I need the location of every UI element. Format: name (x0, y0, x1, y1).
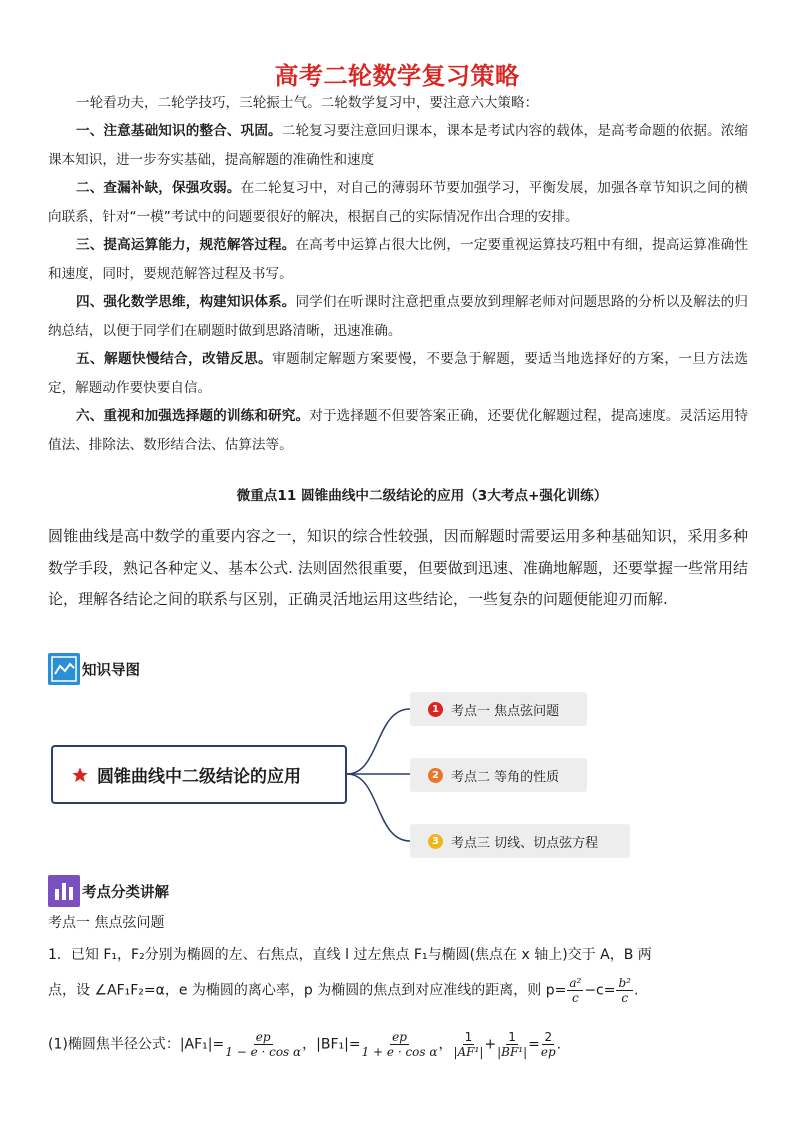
section-subtitle: 微重点11 圆锥曲线中二级结论的应用（3大考点+强化训练） (236, 488, 608, 504)
fraction-numerator: b² (618, 976, 631, 990)
section-topic-explanation (48, 875, 169, 907)
fraction-denominator: 1 − e · cos α (225, 1045, 302, 1059)
fraction-numerator: a² (569, 976, 582, 990)
topic-one-label: 考点一 焦点弦问题 (48, 915, 165, 931)
fraction-denominator: |BF¹| (497, 1045, 528, 1059)
bar-chart-icon (48, 875, 80, 907)
strategy-item-4-body: 同学们在听课时注意把重点要放到理解老师对问题思路的分析以及解法的归纳总结，以便于同学们在刷题时做到思路清晰，迅速准确。 (48, 294, 748, 339)
mindmap-node-2[interactable] (410, 758, 587, 792)
fraction-bf1 (362, 1030, 438, 1059)
question-line-2 (48, 976, 748, 1005)
fraction-numerator: ep (255, 1030, 271, 1044)
fraction-af1 (225, 1030, 301, 1059)
focal-radius-label: (1)椭圆焦半径公式：|AF₁|= (48, 1036, 225, 1053)
intro-paragraph: 圆锥曲线是高中数学的重要内容之一，知识的综合性较强，因而解题时需要运用多种基础知识，采用多种数学手段，熟记各种定义、基本公式. 法则固然很重要，但要做到迅速、准确地解题，还要掌握一些常用结论，理解各结论之间的联系与区别，正确灵活地运用这些结论，一些复杂的问题便能迎刃而解. (48, 527, 748, 608)
fraction-numerator: 2 (544, 1030, 553, 1044)
strategy-item-6-body: 对于选择题不但要答案正确，还要优化解题过程，提高速度。灵活运用特值法、排除法、数形结合法、估算法等。 (48, 408, 748, 453)
fraction-inv-bf1 (497, 1030, 527, 1059)
plus-sign: + (484, 1036, 497, 1053)
fraction-b2-over-c (616, 976, 633, 1005)
mindmap-node-1-label: 考点一 焦点弦问题 (451, 703, 560, 719)
fraction-2-over-ep (541, 1030, 556, 1059)
strategy-item-2-head: 二、查漏补缺，保强攻弱。 (76, 180, 241, 196)
strategy-item-4-head: 四、强化数学思维，构建知识体系。 (76, 294, 296, 310)
fraction-a2-over-c (567, 976, 583, 1005)
mindmap-root[interactable] (51, 745, 347, 804)
strategy-item-5-body: 审题制定解题方案要慢，不要急于解题，要适当地选择好的方案，一旦方法选定，解题动作要快要自信。 (48, 351, 749, 396)
fraction-denominator: 1 + e · cos α (361, 1045, 438, 1059)
question-line-3 (48, 1030, 748, 1059)
mindmap-root-label: 圆锥曲线中二级结论的应用 (97, 767, 301, 787)
fraction-denominator: |AF¹| (453, 1045, 484, 1059)
fraction-denominator: ep (540, 1045, 556, 1059)
page-title: 高考二轮数学复习策略 (274, 62, 520, 90)
question-line-2-text: 点，设 ∠AF₁F₂=α，e 为椭圆的离心率，p 为椭圆的焦点到对应准线的距离，则 p= (48, 982, 567, 999)
strategy-item-2-body: 在二轮复习中，对自己的薄弱环节要加强学习，平衡发展，加强各章节知识之间的横向联系，针对“一模”考试中的问题要很好的解决，根据自己的实际情况作出合理的安排。 (48, 180, 749, 225)
comma: ， (438, 1036, 453, 1053)
section-knowledge-map-label: 知识导图 (82, 662, 140, 679)
fraction-inv-af1 (453, 1030, 483, 1059)
section-topic-explanation-label: 考点分类讲解 (82, 884, 169, 901)
fraction-denominator: c (571, 991, 579, 1005)
node-number-2: 2 (428, 768, 443, 783)
mindmap-node-2-label: 考点二 等角的性质 (451, 769, 560, 785)
fraction-denominator: c (621, 991, 629, 1005)
question-line-2-end: . (633, 982, 639, 999)
mindmap-node-1[interactable] (410, 692, 587, 726)
strategy-item-1-head: 一、注意基础知识的整合、巩固。 (76, 123, 282, 139)
fraction-numerator: ep (392, 1030, 407, 1044)
mindmap-node-3[interactable] (410, 824, 630, 858)
question-line-2-mid: −c= (584, 982, 616, 999)
strategy-item-3-head: 三、提高运算能力，规范解答过程。 (76, 237, 296, 253)
strategy-item-3-body: 在高考中运算占很大比例，一定要重视运算技巧粗中有细，提高运算准确性和速度，同时，要规范解答过程及书写。 (48, 237, 748, 282)
bf1-label: ，|BF₁|= (302, 1036, 361, 1053)
fraction-numerator: 1 (508, 1030, 516, 1044)
mindmap-node-3-label: 考点三 切线、切点弦方程 (451, 835, 599, 851)
equals-sign: = (528, 1036, 540, 1053)
node-number-3: 3 (428, 834, 443, 849)
strategy-item-1-body: 二轮复习要注意回归课本，课本是考试内容的载体，是高考命题的依据。浓缩课本知识，进一步夯实基础，提高解题的准确性和速度 (48, 123, 749, 168)
strategy-item-6-head: 六、重视和加强选择题的训练和研究。 (76, 408, 310, 424)
period: . (556, 1036, 562, 1053)
strategy-intro: 一轮看功夫，二轮学技巧，三轮振士气。二轮数学复习中，要注意六大策略： (76, 95, 539, 111)
node-number-1: 1 (428, 702, 443, 717)
fraction-numerator: 1 (464, 1030, 473, 1044)
strategy-item-5-head: 五、解题快慢结合，改错反思。 (76, 351, 273, 367)
star-icon (71, 766, 89, 784)
question-line-1: 1．已知 F₁，F₂分别为椭圆的左、右焦点，直线 l 过左焦点 F₁与椭圆(焦点在 x 轴上)交于 A，B 两 (48, 947, 652, 963)
